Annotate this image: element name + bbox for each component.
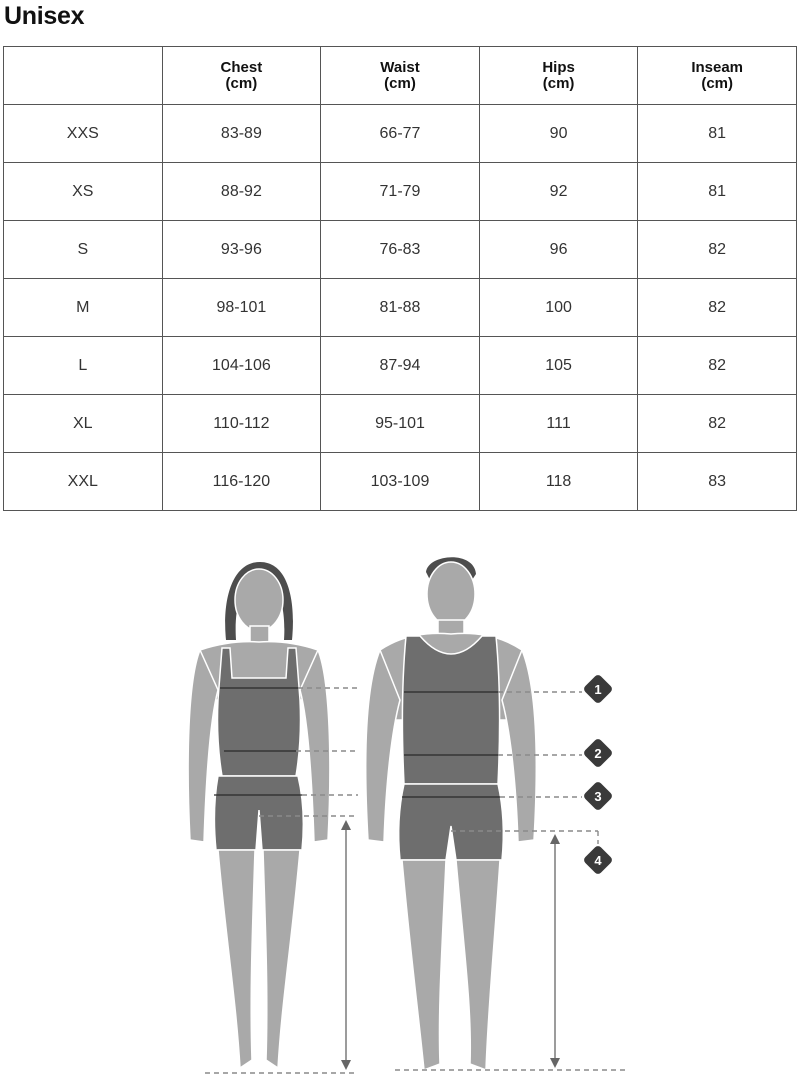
chest-cell: 110-112 [162, 395, 321, 453]
size-cell: XXL [4, 453, 163, 511]
inseam-cell: 82 [638, 221, 797, 279]
table-row [4, 221, 797, 279]
chest-cell: 83-89 [162, 105, 321, 163]
header-inseam: Inseam (cm) [638, 47, 797, 105]
chest-cell: 98-101 [162, 279, 321, 337]
table-row [4, 337, 797, 395]
marker-2 [582, 737, 613, 768]
svg-text:2: 2 [594, 746, 602, 761]
male-shorts [399, 784, 504, 860]
header-hips: Hips (cm) [479, 47, 638, 105]
table-header-row [4, 47, 797, 105]
chest-cell: 104-106 [162, 337, 321, 395]
size-cell: XXS [4, 105, 163, 163]
inseam-cell: 82 [638, 395, 797, 453]
header-size [4, 47, 163, 105]
size-cell: L [4, 337, 163, 395]
table-row [4, 395, 797, 453]
waist-cell: 66-77 [321, 105, 480, 163]
inseam-cell: 82 [638, 337, 797, 395]
female-figure [188, 562, 330, 1068]
size-cell: XS [4, 163, 163, 221]
table-row [4, 105, 797, 163]
inseam-cell: 83 [638, 453, 797, 511]
male-head [427, 562, 475, 626]
marker-1 [582, 673, 613, 704]
table-row [4, 163, 797, 221]
marker-4 [582, 844, 613, 875]
table-row [4, 453, 797, 511]
inseam-cell: 81 [638, 163, 797, 221]
female-right-arm [300, 650, 330, 842]
male-figure [366, 557, 536, 1070]
hips-cell: 92 [479, 163, 638, 221]
waist-cell: 95-101 [321, 395, 480, 453]
marker-3 [582, 780, 613, 811]
hips-cell: 100 [479, 279, 638, 337]
header-waist: Waist (cm) [321, 47, 480, 105]
waist-cell: 71-79 [321, 163, 480, 221]
table-row [4, 279, 797, 337]
svg-text:3: 3 [594, 789, 602, 804]
waist-cell: 76-83 [321, 221, 480, 279]
female-head [235, 569, 283, 631]
size-cell: XL [4, 395, 163, 453]
hips-cell: 118 [479, 453, 638, 511]
size-cell: S [4, 221, 163, 279]
female-shorts [214, 776, 303, 850]
male-top [402, 636, 499, 784]
hips-cell: 96 [479, 221, 638, 279]
waist-cell: 81-88 [321, 279, 480, 337]
page-title: Unisex [4, 2, 85, 30]
female-left-arm [188, 650, 218, 842]
measurement-illustration [0, 540, 800, 1079]
hips-cell: 105 [479, 337, 638, 395]
chest-cell: 93-96 [162, 221, 321, 279]
chest-cell: 116-120 [162, 453, 321, 511]
inseam-cell: 81 [638, 105, 797, 163]
female-left-leg [218, 850, 255, 1068]
chest-cell: 88-92 [162, 163, 321, 221]
header-chest: Chest (cm) [162, 47, 321, 105]
svg-text:1: 1 [594, 682, 602, 697]
female-right-leg [263, 850, 300, 1068]
svg-text:4: 4 [594, 853, 602, 868]
hips-cell: 90 [479, 105, 638, 163]
waist-cell: 103-109 [321, 453, 480, 511]
inseam-cell: 82 [638, 279, 797, 337]
size-chart-table [3, 46, 797, 511]
waist-cell: 87-94 [321, 337, 480, 395]
male-right-leg [456, 860, 500, 1070]
male-left-leg [402, 860, 446, 1070]
hips-cell: 111 [479, 395, 638, 453]
size-cell: M [4, 279, 163, 337]
